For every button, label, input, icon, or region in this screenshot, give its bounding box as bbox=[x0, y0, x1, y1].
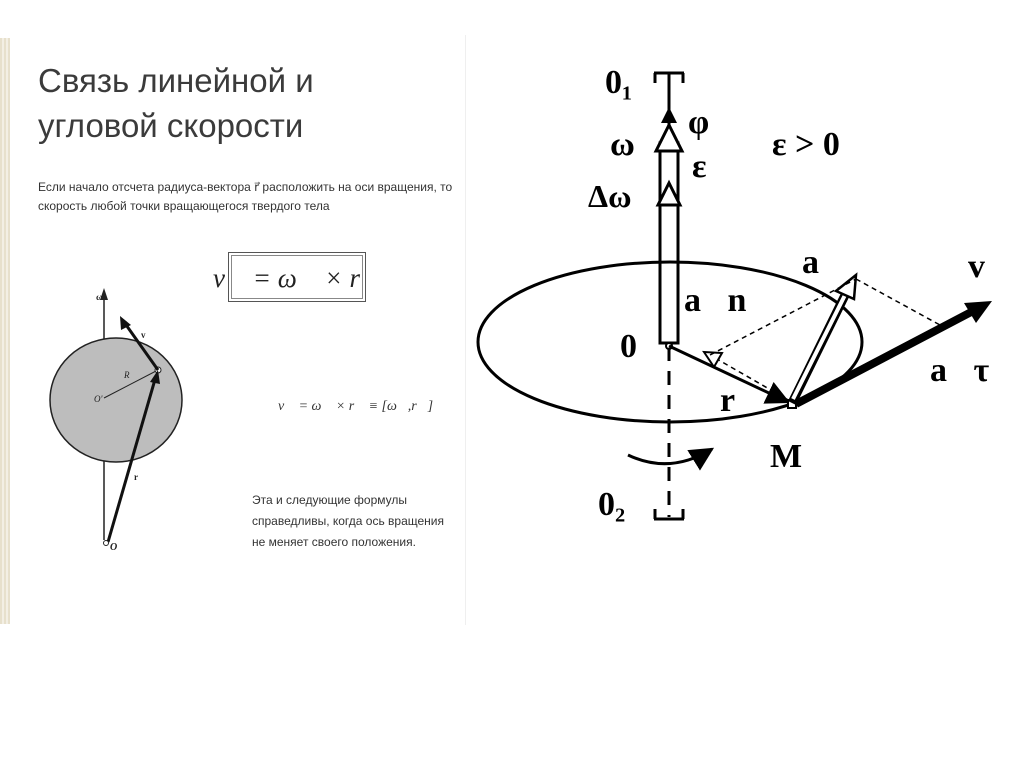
R-label: R bbox=[124, 370, 130, 380]
eps-condition-label: ε > 0 bbox=[772, 126, 840, 163]
panel-divider bbox=[465, 35, 466, 625]
delta-omega-label: Δω⃗ bbox=[588, 178, 657, 214]
v-label: v bbox=[141, 330, 146, 340]
omega-label: ω⃗ bbox=[610, 126, 662, 163]
formula-main-text: v⃗ = ω⃗ × r⃗ bbox=[213, 263, 381, 293]
phi-label: φ⃗ bbox=[688, 104, 736, 141]
intro-text: Если начало отсчета радиуса-вектора r⃗ расположить на оси вращения, то скорость любой точки вращающегося твердого тела bbox=[38, 180, 453, 213]
omega-label: ω bbox=[96, 292, 103, 302]
formula-small bbox=[276, 394, 434, 416]
formula-main bbox=[213, 252, 381, 302]
slide-title: Связь линейной и угловой скорости bbox=[38, 62, 314, 144]
page-edge-decoration bbox=[0, 38, 10, 624]
omega-vector bbox=[660, 143, 678, 343]
O-prime-label: O' bbox=[94, 394, 103, 404]
O1-label: 0₁ bbox=[605, 64, 633, 101]
phi-arrowhead bbox=[661, 107, 677, 123]
an-label: a⃗n bbox=[684, 282, 747, 319]
a-label: a⃗ bbox=[802, 244, 846, 281]
rotation-figure-small bbox=[38, 280, 198, 553]
O-label: 0 bbox=[620, 328, 637, 365]
r-label: r⃗ bbox=[720, 382, 762, 419]
epsilon-label: ε⃗ bbox=[692, 148, 733, 185]
formula-small-text: v⃗ = ω⃗ × r⃗ ≡ [ω⃗,r⃗] bbox=[278, 399, 434, 414]
v-label: v⃗ bbox=[968, 248, 1012, 285]
helper-line-2 bbox=[856, 279, 940, 325]
note-text: Эта и следующие формулы справедливы, когда ось вращения не меняет своего положения. bbox=[252, 493, 444, 549]
O-label: O bbox=[110, 542, 118, 553]
origin-point bbox=[104, 541, 109, 546]
a-tau-label: a⃗τ bbox=[930, 352, 990, 389]
rotating-body bbox=[50, 338, 182, 462]
M-label: M bbox=[770, 438, 803, 475]
rotation-figure-large bbox=[470, 55, 1020, 545]
O2-label: 0₂ bbox=[598, 486, 626, 523]
r-label: r bbox=[134, 472, 138, 482]
